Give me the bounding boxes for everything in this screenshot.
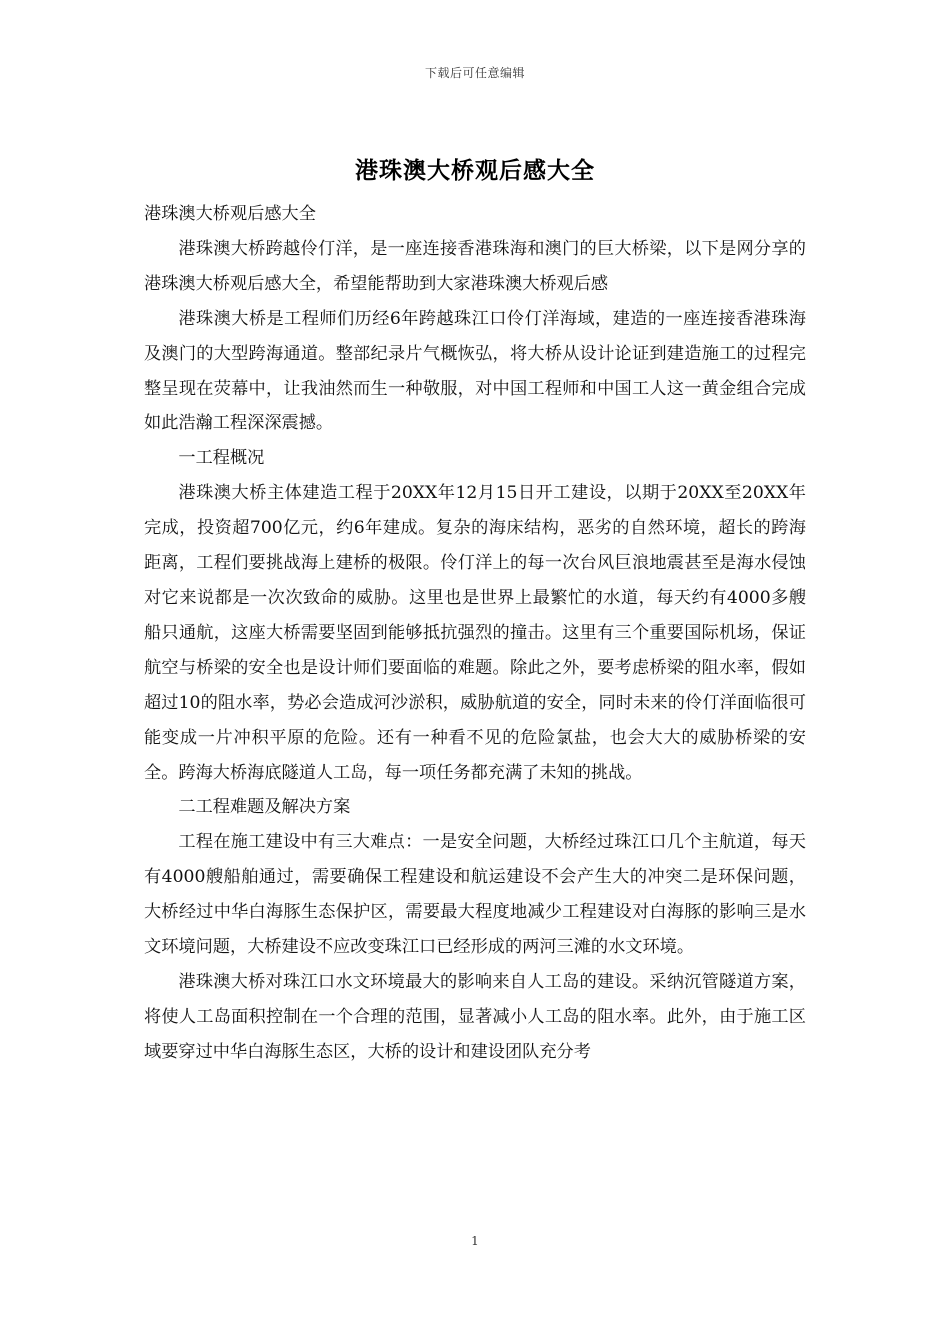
intro-paragraph: 港珠澳大桥跨越伶仃洋，是一座连接香港珠海和澳门的巨大桥梁，以下是网分享的港珠澳大桥观后感大全，希望能帮助到大家港珠澳大桥观后感: [144, 238, 806, 294]
section-heading: 一工程概况: [178, 448, 265, 469]
section-heading: 二工程难题及解决方案: [178, 797, 351, 818]
page-number: 1: [471, 1234, 479, 1248]
header-note: 下载后可任意编辑: [424, 66, 525, 80]
body-paragraph: 工程在施工建设中有三大难点：一是安全问题，大桥经过珠江口几个主航道，每天有4000艘船舶通过，需要确保工程建设和航运建设不会产生大的冲突二是环保问题，大桥经过中华白海豚生态保护区，需要最大程度地减少工程建设对白海豚的影响三是水文环境问题，大桥建设不应改变珠江口已经形成的两河三滩的水文环境。: [144, 832, 806, 958]
body-paragraph: 港珠澳大桥主体建造工程于20XX年12月15日开工建设，以期于20XX至20XX年完成，投资超700亿元，约6年建成。复杂的海床结构，恶劣的自然环境，超长的跨海距离，工程们要挑战海上建桥的极限。伶仃洋上的每一次台风巨浪地震甚至是海水侵蚀对它来说都是一次次致命的威胁。这里也是世界上最繁忙的水道，每天约有4000多艘船只通航，这座大桥需要坚固到能够抵抗强烈的撞击。这里有三个重要国际机场，保证航空与桥梁的安全也是设计师们要面临的难题。除此之外，要考虑桥梁的阻水率，假如超过10的阻水率，势必会造成河沙淤积，威胁航道的安全，同时未来的伶仃洋面临很可能变成一片冲积平原的危险。还有一种看不见的危险氯盐，也会大大的威胁桥梁的安全。跨海大桥海底隧道人工岛，每一项任务都充满了未知的挑战。: [144, 483, 806, 783]
document-body: [144, 197, 806, 1070]
body-paragraph: 港珠澳大桥对珠江口水文环境最大的影响来自人工岛的建设。采纳沉管隧道方案，将使人工岛面积控制在一个合理的范围，显著减小人工岛的阻水率。此外，由于施工区域要穿过中华白海豚生态区，大桥的设计和建设团队充分考: [144, 971, 806, 1062]
subtitle-paragraph: 港珠澳大桥观后感大全: [144, 204, 316, 224]
document-title: 港珠澳大桥观后感大全: [355, 157, 595, 184]
body-paragraph: 港珠澳大桥是工程师们历经6年跨越珠江口伶仃洋海域，建造的一座连接香港珠海及澳门的大型跨海通道。整部纪录片气概恢弘，将大桥从设计论证到建造施工的过程完整呈现在荧幕中，让我油然而生一种敬服，对中国工程师和中国工人这一黄金组合完成如此浩瀚工程深深震撼。: [144, 308, 806, 434]
